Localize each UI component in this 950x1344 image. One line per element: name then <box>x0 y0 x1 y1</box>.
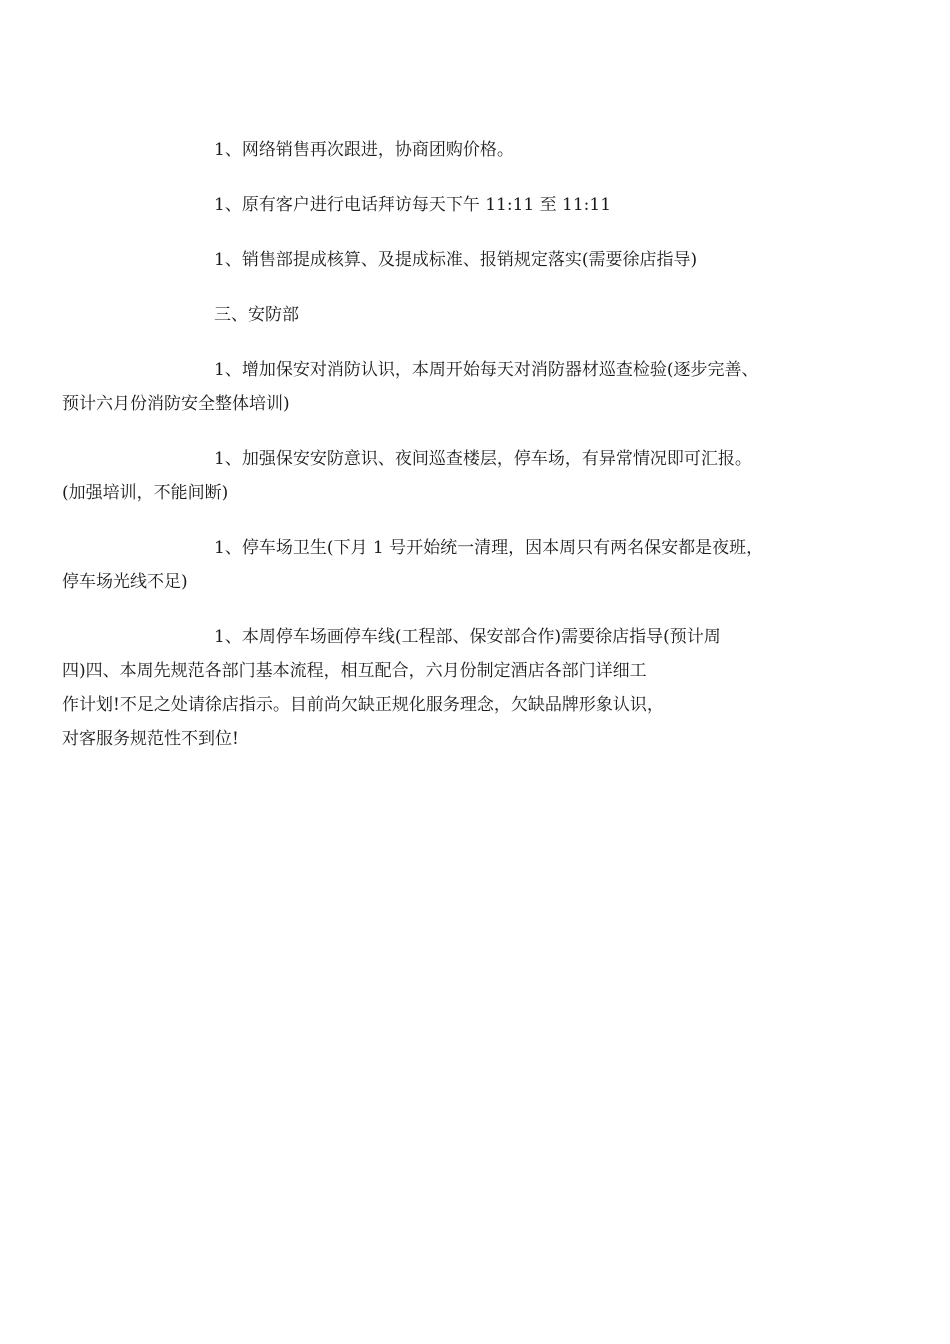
text-line: 作计划!不足之处请徐店指示。目前尚欠缺正规化服务理念，欠缺品牌形象认识， <box>62 695 664 715</box>
paragraph-parking-hygiene <box>62 531 818 599</box>
text-line: 预计六月份消防安全整体培训) <box>62 394 290 414</box>
text-line: 1、加强保安安防意识、夜间巡查楼层，停车场，有异常情况即可汇报。 <box>214 449 752 469</box>
text-line: 1、原有客户进行电话拜访每天下午 11:11 至 11:11 <box>214 195 612 215</box>
section-heading-security <box>138 298 818 332</box>
text-line: 1、本周停车场画停车线(工程部、保安部合作)需要徐店指导(预计周 <box>214 627 721 647</box>
text-line: 对客服务规范性不到位! <box>62 729 239 749</box>
text-line: 1、销售部提成核算、及提成标准、报销规定落实(需要徐店指导) <box>214 250 698 270</box>
paragraph-commission <box>138 243 818 277</box>
paragraph-fire-awareness <box>62 353 818 421</box>
text-line: 1、增加保安对消防认识，本周开始每天对消防器材巡查检验(逐步完善、 <box>214 360 759 380</box>
paragraph-phone-visits <box>138 188 818 222</box>
paragraph-security-awareness <box>62 442 818 510</box>
paragraph-parking-lines <box>62 620 818 756</box>
paragraph-network-sales <box>138 133 818 167</box>
text-line: 1、网络销售再次跟进，协商团购价格。 <box>214 140 514 160</box>
text-line: 1、停车场卫生(下月 1 号开始统一清理，因本周只有两名保安都是夜班， <box>214 538 764 558</box>
text-line: (加强培训，不能间断) <box>62 483 229 503</box>
text-line: 停车场光线不足) <box>62 572 188 592</box>
text-line: 四)四、本周先规范各部门基本流程，相互配合，六月份制定酒店各部门详细工 <box>62 661 647 681</box>
text-line: 三、安防部 <box>214 305 299 325</box>
document-body <box>62 133 818 777</box>
